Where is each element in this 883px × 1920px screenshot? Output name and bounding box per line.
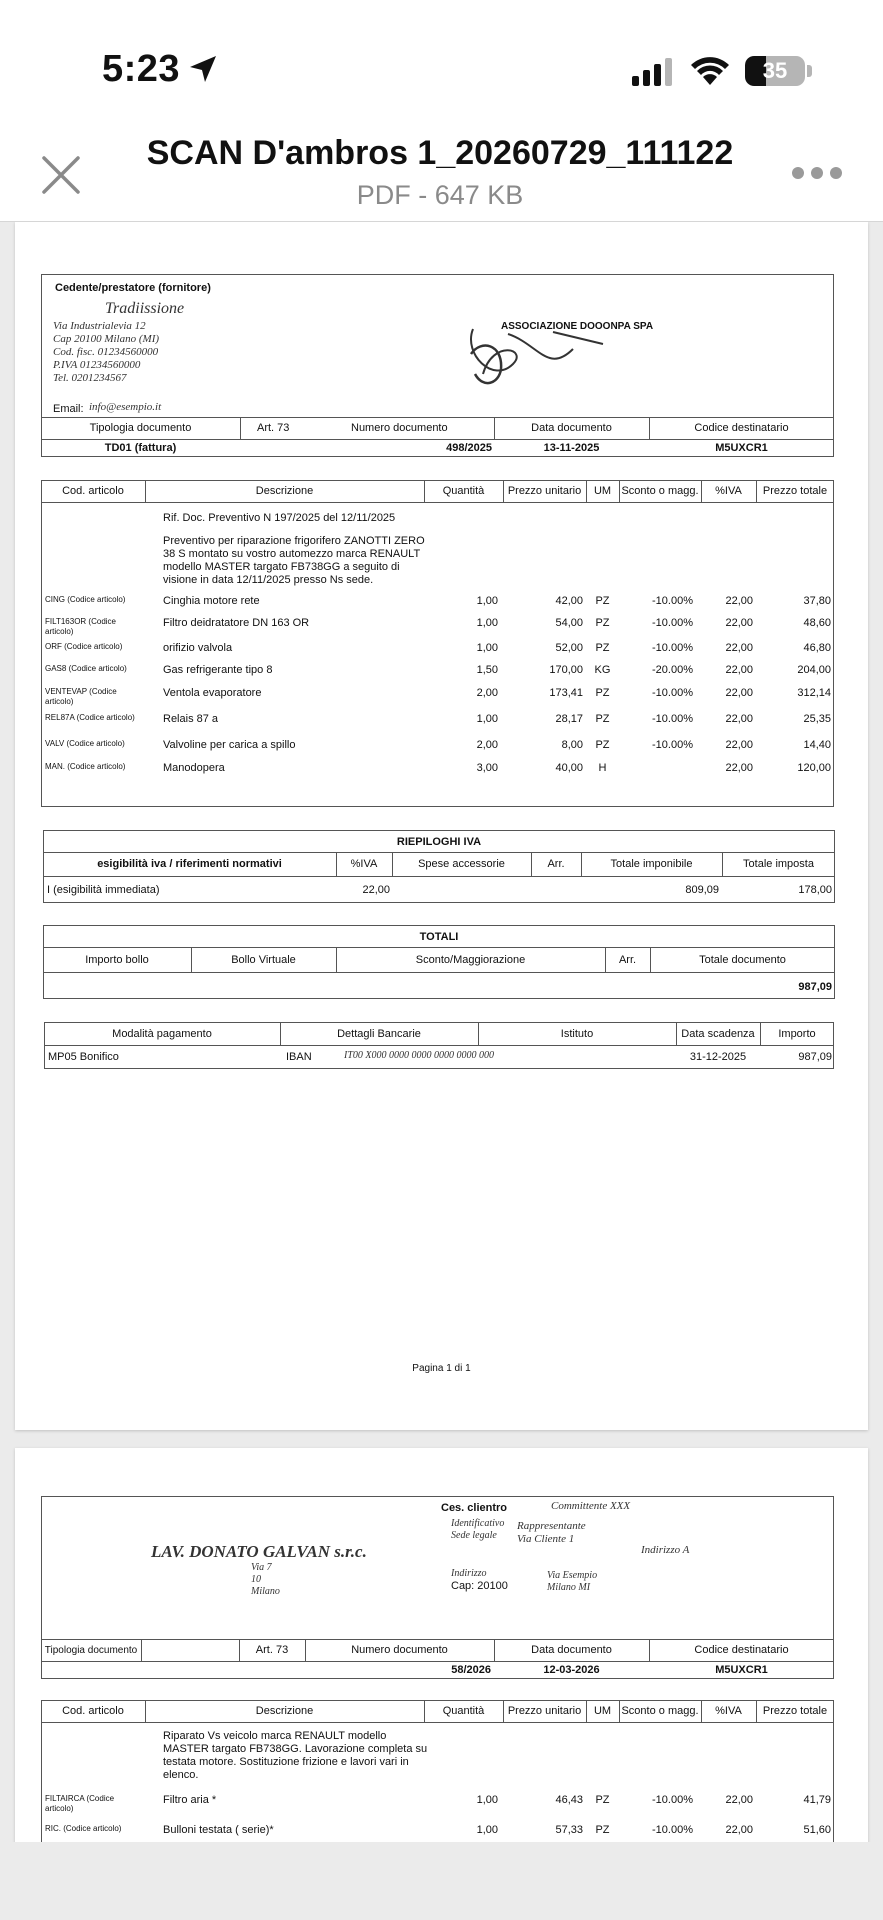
p2-col-description: Descrizione [255, 1705, 314, 1717]
cell-price: 40,00 [555, 762, 583, 774]
p2-items-table [41, 1700, 834, 1842]
cell-desc: Filtro deidratatore DN 163 OR [163, 617, 310, 629]
cell-code: MAN. (Codice articolo) [45, 762, 126, 771]
cell-qty: 1,50 [476, 664, 498, 676]
totals-col-virtual-stamp: Bollo Virtuale [231, 954, 296, 966]
totals-table [43, 925, 835, 999]
doc-type-header: Tipologia documento [89, 422, 192, 434]
battery-icon [745, 56, 805, 86]
cell-desc: Cinghia motore rete [163, 595, 260, 607]
cell-code: CING (Codice articolo) [45, 595, 126, 604]
iva-row-tax: 178,00 [798, 884, 832, 896]
cell-iva: 22,00 [725, 713, 753, 725]
totals-col-document: Totale documento [699, 954, 786, 966]
intro-line: MASTER targato FB738GG. Lavorazione completa su [163, 1743, 428, 1755]
cell-total: 51,60 [803, 1824, 831, 1836]
intro-line: Riparato Vs veicolo marca RENAULT modello [163, 1730, 387, 1742]
cell-iva: 22,00 [725, 1794, 753, 1806]
cell-code: FILT163OR (Codice articolo) [45, 617, 116, 636]
p2-art73-header: Art. 73 [255, 1644, 289, 1656]
bottom-bar [0, 1842, 883, 1920]
cell-desc: Bulloni testata ( serie)* [163, 1824, 274, 1836]
cell-code: GAS8 (Codice articolo) [45, 664, 127, 673]
cell-desc: orifizio valvola [163, 642, 233, 654]
iva-summary-title: RIEPILOGHI IVA [396, 836, 482, 848]
cell-iva: 22,00 [725, 642, 753, 654]
cell-code: REL87A (Codice articolo) [45, 713, 135, 722]
document-header [0, 100, 883, 222]
iva-row-taxable: 809,09 [685, 884, 719, 896]
vendor-logo: LAV. DONATO GALVAN s.r.c. [151, 1542, 367, 1561]
p2-doc-number-header: Numero documento [351, 1644, 448, 1656]
cell-total: 25,35 [803, 713, 831, 725]
col-unit-price: Prezzo unitario [507, 485, 582, 497]
logo-text: ASSOCIAZIONE DOOONPA SPA [501, 321, 654, 332]
iva-summary-table [43, 830, 835, 903]
p2-doc-date-value: 12-03-2026 [543, 1664, 600, 1676]
cell-price: 173,41 [549, 687, 583, 699]
cell-total: 14,40 [803, 739, 831, 751]
p2-col-code: Cod. articolo [62, 1705, 124, 1717]
p2-doc-date-header: Data documento [531, 1644, 612, 1656]
cell-disc: -10.00% [652, 642, 693, 654]
items-table [41, 480, 834, 807]
table-row [41, 762, 833, 788]
cell-um: KG [594, 664, 611, 676]
cell-iva: 22,00 [725, 687, 753, 699]
p2-col-total: Prezzo totale [762, 1705, 828, 1717]
cell-disc: -10.00% [652, 595, 693, 607]
wifi-icon [690, 55, 730, 87]
cell-disc: -10.00% [652, 617, 693, 629]
reference-line: Rif. Doc. Preventivo N 197/2025 del 12/11/2025 [163, 512, 396, 524]
cell-price: 57,33 [555, 1824, 583, 1836]
pay-mode-value: MP05 Bonifico [48, 1051, 119, 1063]
cell-total: 37,80 [803, 595, 831, 607]
col-discount: Sconto o magg. [621, 485, 699, 497]
pay-iban-label: IBAN [286, 1051, 312, 1063]
p2-recipient-code-value: M5UXCR1 [715, 1664, 768, 1676]
table-row [41, 713, 833, 739]
doc-date-header: Data documento [531, 422, 612, 434]
totals-col-round: Arr. [618, 954, 637, 966]
col-code: Cod. articolo [62, 485, 124, 497]
supplier-heading: Cedente/prestatore (fornitore) [55, 282, 211, 294]
cell-price: 54,00 [555, 617, 583, 629]
cell-qty: 1,00 [476, 617, 498, 629]
pay-col-due-date: Data scadenza [681, 1028, 755, 1040]
reference-line: 38 S montato su vostro automezzo marca RENAULT [163, 548, 421, 560]
cell-disc: -10.00% [652, 687, 693, 699]
cell-iva: 22,00 [725, 1824, 753, 1836]
totals-col-stamp: Importo bollo [85, 954, 149, 966]
cell-price: 170,00 [549, 664, 583, 676]
cell-um: PZ [595, 617, 610, 629]
doc-type-value: TD01 (fattura) [104, 442, 177, 454]
cell-code: RIC. (Codice articolo) [45, 1824, 122, 1833]
reference-line: modello MASTER targato FB738GG a seguito di [163, 561, 400, 573]
cell-qty: 3,00 [476, 762, 498, 774]
cell-um: PZ [595, 1794, 610, 1806]
cell-price: 28,17 [555, 713, 583, 725]
cell-qty: 2,00 [476, 687, 498, 699]
cell-um: PZ [595, 595, 610, 607]
cell-price: 46,43 [555, 1794, 583, 1806]
p2-doc-type-header: Tipologia documento [44, 1645, 138, 1656]
cell-desc: Filtro aria * [163, 1794, 217, 1806]
cell-disc: -10.00% [652, 713, 693, 725]
location-arrow-icon [188, 54, 218, 84]
cell-desc: Valvoline per carica a spillo [163, 739, 296, 751]
pay-col-mode: Modalità pagamento [112, 1028, 212, 1040]
cell-disc: -10.00% [652, 1794, 693, 1806]
payment-table: Modalità pagamento Dettagli Bancarie Istituto Data scadenza Importo MP05 Bonifico IBAN IT00 X000 0000 0000 0000 0000 000 31-12-2025 987,09 [44, 1022, 834, 1069]
cell-um: H [598, 762, 607, 774]
table-row [41, 617, 833, 643]
cell-qty: 2,00 [476, 739, 498, 751]
pdf-viewer[interactable] [0, 222, 883, 1842]
cap-label: Cap: 20100 [451, 1580, 508, 1592]
clock: 5:23 [102, 48, 181, 90]
cell-qty: 1,00 [476, 1824, 498, 1836]
col-quantity: Quantità [442, 485, 485, 497]
cell-total: 204,00 [797, 664, 831, 676]
cell-disc: -10.00% [652, 1824, 693, 1836]
cell-total: 312,14 [797, 687, 831, 699]
cell-total: 46,80 [803, 642, 831, 654]
cell-iva: 22,00 [725, 617, 753, 629]
cell-qty: 1,00 [476, 595, 498, 607]
intro-line: elenco. [163, 1769, 199, 1781]
cell-total: 48,60 [803, 617, 831, 629]
p2-col-unit-price: Prezzo unitario [507, 1705, 582, 1717]
cell-total: 41,79 [803, 1794, 831, 1806]
pdf-page-1: Cedente/prestatore (fornitore) Tradiissione Via Industrialevia 12 Cap 20100 Milano (MI) Cod. fisc. 01234560000 P.IVA 01234560000 Tel. 0201234567 Email: info@esempio.it ASSOCIAZIONE DOOONPA SPA Tipologia documento Art. 73 Numero documento Data documento Codice destinatario TD01 (fattura) 498/2025 13-11-2025 M5UXCR1 Cod. articolo Descrizione Quantità Prezzo unitario UM Sconto o magg. %IVA Prezzo totale Rif. Doc. Preventivo N 197/2025 del 12/11/2025 Preventivo per riparazione frigorifero ZANOTTI ZERO 38 S montato su vostro automezzo marca RENAULT modello MASTER targato FB738GG a seguito di visione in data 12/11/2025 presso Ns sede. CING (Codice articolo) Cinghia motore rete 1,00 42,00 PZ -10.00% 22,00 37,80 FILT163OR (Codice articolo) Filtro deidratatore DN 163 OR 1,00 54,00 PZ -10.00% 22,00 48,60 ORF (Codice articolo) orifizio valvola 1,00 52,00 PZ -10.00% 22,00 46,80 GAS8 (Codice articolo) Gas refrigerante tipo 8 1,50 170,00 KG -20.00% 22,00 204,00 VENTEVAP (Codice articolo) Ventola evaporatore 2,00 173,41 PZ -10.00% 22,00 312,14 REL87A (Codice articolo) Relais 87 a 1,00 28,17 PZ -10.00% 22,00 25,35 VALV (Codice articolo) Valvoline per carica a spillo 2,00 8,00 PZ -10.00% 22,00 14,40 MAN. (Codice articolo) Manodopera 3,00 40,00 H 22,00 120,00 RIEPILOGHI IVA esigibilità iva / riferimenti normativi %IVA Spese accessorie Arr. Totale imponibile Totale imposta I (esigibilità immediata) 22,00 809,09 178,00 TOTALI Importo bollo Bollo Virtuale Sconto/Maggiorazione Arr. Totale documento 987,09 Modalità pagamento Dettagli Bancarie Istituto Data scadenza Importo MP05 Bonifico IBAN IT00 X000 0000 0000 0000 0000 000 31-12-2025 987,09 Pagina 1 di 1 [15, 222, 868, 1430]
battery-percent: 35 [762, 58, 788, 83]
p2-recipient-code-header: Codice destinatario [694, 1644, 789, 1656]
cell-code: ORF (Codice articolo) [45, 642, 123, 651]
iva-col-accessory: Spese accessorie [418, 858, 505, 870]
recipient-label: Ces. clientro [441, 1502, 508, 1514]
table-row [41, 687, 833, 713]
doc-number-header: Numero documento [351, 422, 448, 434]
cell-desc: Ventola evaporatore [163, 687, 262, 699]
iva-col-rate: %IVA [350, 858, 378, 870]
total-document-value: 987,09 [798, 981, 832, 993]
cell-desc: Relais 87 a [163, 713, 219, 725]
cell-price: 52,00 [555, 642, 583, 654]
iva-col-tax: Totale imposta [743, 858, 814, 870]
iva-row-rate: 22,00 [362, 884, 390, 896]
col-iva: %IVA [715, 485, 742, 497]
cell-qty: 1,00 [476, 713, 498, 725]
art73-header: Art. 73 [257, 422, 290, 434]
cell-desc: Gas refrigerante tipo 8 [163, 664, 273, 676]
p2-col-discount: Sconto o magg. [621, 1705, 699, 1717]
pay-due-date-value: 31-12-2025 [689, 1051, 747, 1063]
cell-price: 8,00 [561, 739, 583, 751]
pdf-page-2: LAV. DONATO GALVAN s.r.c. Via 7 10 Milano Ces. clientro Committente XXX Identificativo Sede legale Rappresentante Via Cliente 1 Indirizzo A Indirizzo Cap: 20100 Via Esempio Milano MI Tipologia documento Art. 73 Numero documento Data documento Codice destinatario 58/2026 12-03-2026 M5UXCR1 Cod. articolo Descrizione Quantità Prezzo unitario UM Sconto o magg. %IVA Prezzo totale Riparato Vs veicolo marca RENAULT modello MASTER targato FB738GG. Lavorazione completa su testata motore. Sostituzione frizione e lavori vari in elenco. FILTAIRCA (Codice articolo) Filtro aria * 1,00 46,43 PZ -10.00% 22,00 41,79 RIC. (Codice articolo) Bulloni testata ( serie)* 1,00 57,33 PZ -10.00% 22,00 51,60 [15, 1448, 868, 1842]
cell-iva: 22,00 [725, 762, 753, 774]
pay-amount-value: 987,09 [798, 1051, 832, 1063]
recipient-code-header: Codice destinatario [694, 422, 789, 434]
col-description: Descrizione [255, 485, 314, 497]
table-row [41, 1824, 833, 1842]
iva-row-nature: I (esigibilità immediata) [47, 884, 160, 896]
p2-col-iva: %IVA [715, 1705, 742, 1717]
col-um: UM [593, 485, 612, 497]
totals-col-discount: Sconto/Maggiorazione [415, 954, 526, 966]
status-bar [0, 0, 883, 100]
cell-um: PZ [595, 739, 610, 751]
reference-line: Preventivo per riparazione frigorifero ZANOTTI ZERO [163, 535, 425, 547]
reference-line: visione in data 12/11/2025 presso Ns sede. [163, 574, 374, 586]
table-row [41, 1794, 833, 1820]
pay-col-institute: Istituto [560, 1028, 594, 1040]
iva-col-nature: esigibilità iva / riferimenti normativi [97, 858, 282, 870]
doc-number-value: 498/2025 [446, 442, 492, 454]
col-total: Prezzo totale [762, 485, 828, 497]
cell-um: PZ [595, 687, 610, 699]
p2-col-quantity: Quantità [442, 1705, 485, 1717]
iva-col-round: Arr. [547, 858, 565, 870]
intro-line: testata motore. Sostituzione frizione e lavori vari in [163, 1756, 409, 1768]
cell-total: 120,00 [797, 762, 831, 774]
cell-disc: -20.00% [652, 664, 693, 676]
p2-doc-number-value: 58/2026 [451, 1664, 491, 1676]
cell-um: PZ [595, 713, 610, 725]
p2-col-um: UM [593, 1705, 612, 1717]
more-options-icon[interactable] [792, 167, 842, 179]
cell-um: PZ [595, 1824, 610, 1836]
cell-code: FILTAIRCA (Codice articolo) [45, 1794, 115, 1813]
cell-iva: 22,00 [725, 739, 753, 751]
pay-col-amount: Importo [778, 1028, 816, 1040]
cell-price: 42,00 [555, 595, 583, 607]
doc-date-value: 13-11-2025 [543, 442, 600, 454]
cell-desc: Manodopera [163, 762, 225, 774]
recipient-code-value: M5UXCR1 [715, 442, 768, 454]
cell-code: VALV (Codice articolo) [45, 739, 125, 748]
cell-iva: 22,00 [725, 664, 753, 676]
pay-col-bank: Dettagli Bancarie [337, 1028, 421, 1040]
cell-code: VENTEVAP (Codice articolo) [45, 687, 117, 706]
email-label: Email: [53, 403, 84, 415]
totals-title: TOTALI [419, 931, 459, 943]
cell-qty: 1,00 [476, 1794, 498, 1806]
document-title: SCAN D'ambros 1_20260729_111122 [146, 134, 734, 172]
close-icon[interactable] [36, 150, 86, 200]
cell-iva: 22,00 [725, 595, 753, 607]
iva-col-taxable: Totale imponibile [610, 858, 693, 870]
document-subtitle: PDF - 647 KB [356, 180, 524, 210]
page-footer: Pagina 1 di 1 [412, 1363, 471, 1374]
cell-qty: 1,00 [476, 642, 498, 654]
cellular-signal-icon [632, 58, 676, 86]
cell-disc: -10.00% [652, 739, 693, 751]
cell-um: PZ [595, 642, 610, 654]
